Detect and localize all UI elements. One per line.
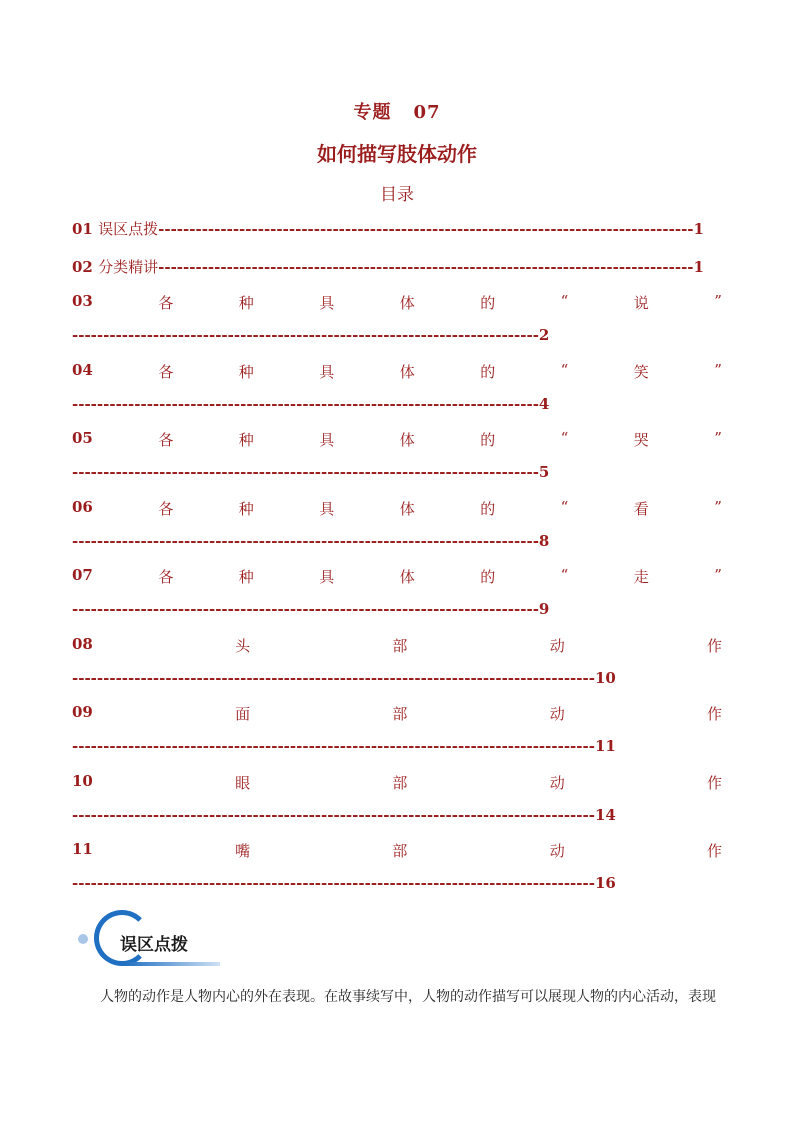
toc-leader: ------------------------------------------------------------------------------------ — [72, 737, 595, 755]
topic-heading — [0, 98, 794, 124]
toc-number: 08 — [72, 634, 93, 653]
toc-number: 07 — [72, 566, 93, 584]
section-label: 误区点拨 — [120, 935, 188, 955]
toc-leader: -------------------------------------------------------------------------------------- — [158, 220, 694, 238]
toc-word: ” — [714, 360, 722, 379]
toc-word: 的 — [480, 568, 496, 586]
toc-number: 03 — [72, 292, 93, 310]
toc-word: 作 — [706, 705, 722, 723]
toc-word: 作 — [706, 636, 722, 655]
toc-number: 02 — [72, 258, 99, 276]
toc-word: ” — [714, 429, 722, 447]
toc-leader: --------------------------------------------------------------------------- — [72, 326, 539, 344]
toc-word: 的 — [480, 499, 496, 518]
toc-word: 具 — [319, 294, 335, 312]
toc-word: 各 — [158, 431, 174, 449]
body-paragraph: 人物的动作是人物内心的外在表现。在故事续写中，人物的动作描写可以展现人物的内心活动，表现 — [100, 989, 716, 1005]
page-title: 如何描写肢体动作 — [317, 142, 477, 166]
toc-word: “ — [560, 360, 569, 379]
toc-word: 种 — [238, 362, 254, 381]
toc-word: 动 — [549, 705, 565, 723]
toc-word: “ — [560, 429, 569, 447]
toc-item-01[interactable] — [72, 218, 704, 239]
toc-page-number: 4 — [538, 394, 550, 413]
toc-item-11[interactable] — [72, 840, 722, 861]
toc-leader: --------------------------------------------------------------------------- — [72, 531, 539, 550]
toc-number: 01 — [72, 220, 99, 238]
toc-page-number: 14 — [594, 805, 616, 824]
topic-number: 07 — [413, 102, 441, 123]
toc-word: 种 — [238, 568, 254, 586]
toc-leader-line — [72, 669, 616, 687]
toc-item-10[interactable] — [72, 772, 722, 793]
toc-word: 各 — [158, 499, 174, 518]
toc-number: 10 — [72, 771, 93, 790]
toc-leader-line — [72, 737, 616, 755]
toc-word: 部 — [392, 705, 408, 723]
toc-page-number: 1 — [693, 258, 704, 276]
toc-word: 体 — [399, 431, 415, 449]
toc-item-08[interactable] — [72, 635, 722, 656]
toc-word: 笑 — [633, 362, 649, 381]
topic-label: 专题 — [353, 102, 392, 123]
toc-label: 分类精讲 — [98, 258, 159, 276]
toc-heading: 目录 — [380, 185, 414, 205]
toc-leader: -------------------------------------------------------------------------------------- — [158, 258, 694, 276]
toc-leader: ------------------------------------------------------------------------------------ — [72, 874, 595, 892]
toc-word: 部 — [392, 636, 408, 655]
toc-page-number: 2 — [538, 326, 550, 344]
toc-page-number: 10 — [594, 668, 616, 687]
toc-word: ” — [714, 292, 722, 310]
badge-underline — [124, 962, 220, 966]
toc-leader: ------------------------------------------------------------------------------------ — [72, 668, 595, 687]
toc-page-number: 1 — [693, 220, 704, 238]
toc-word: 动 — [549, 636, 565, 655]
toc-item-05[interactable] — [72, 429, 722, 450]
toc-word: 走 — [633, 568, 649, 586]
toc-number: 04 — [72, 360, 93, 379]
toc-page-number: 11 — [594, 737, 616, 755]
toc-number: 11 — [72, 840, 93, 858]
toc-leader-line — [72, 874, 616, 892]
toc-number: 09 — [72, 703, 93, 721]
toc-leader: --------------------------------------------------------------------------- — [72, 394, 539, 413]
toc-word: 种 — [238, 294, 254, 312]
toc-word: 具 — [319, 499, 335, 518]
toc-word: 的 — [480, 294, 496, 312]
toc-word: 嘴 — [235, 842, 251, 860]
toc-word: “ — [560, 566, 569, 584]
toc-leader-line — [72, 395, 549, 413]
toc-word: 作 — [706, 842, 722, 860]
toc-item-07[interactable] — [72, 566, 722, 587]
toc-page-number: 9 — [538, 600, 550, 618]
toc-item-04[interactable] — [72, 361, 722, 382]
badge-dot — [78, 934, 88, 944]
toc-word: 动 — [549, 773, 565, 792]
toc-leader-line — [72, 806, 616, 824]
toc-page-number: 16 — [594, 874, 616, 892]
toc-leader: --------------------------------------------------------------------------- — [72, 600, 539, 618]
toc-word: 体 — [399, 294, 415, 312]
toc-word: 各 — [158, 362, 174, 381]
toc-leader-line — [72, 532, 549, 550]
section-badge — [76, 908, 236, 970]
toc-word: 面 — [235, 705, 251, 723]
toc-word: 说 — [633, 294, 649, 312]
toc-leader: --------------------------------------------------------------------------- — [72, 463, 539, 481]
toc-word: 体 — [399, 568, 415, 586]
toc-word: 哭 — [633, 431, 649, 449]
toc-label: 误区点拨 — [98, 220, 159, 238]
toc-word: 的 — [480, 362, 496, 381]
toc-word: 动 — [549, 842, 565, 860]
toc-item-06[interactable] — [72, 498, 722, 519]
toc-word: 的 — [480, 431, 496, 449]
toc-word: 头 — [235, 636, 251, 655]
toc-word: ” — [714, 566, 722, 584]
toc-leader: ------------------------------------------------------------------------------------ — [72, 805, 595, 824]
toc-word: 体 — [399, 499, 415, 518]
toc-page-number: 5 — [538, 463, 550, 481]
toc-word: 具 — [319, 431, 335, 449]
toc-word: 具 — [319, 568, 335, 586]
toc-word: 具 — [319, 362, 335, 381]
toc-word: 部 — [392, 773, 408, 792]
toc-word: 作 — [706, 773, 722, 792]
toc-item-09[interactable] — [72, 703, 722, 724]
toc-number: 05 — [72, 429, 93, 447]
toc-word: 体 — [399, 362, 415, 381]
toc-leader-line — [72, 326, 549, 344]
toc-word: 部 — [392, 842, 408, 860]
toc-word: 眼 — [235, 773, 251, 792]
toc-word: 种 — [238, 431, 254, 449]
toc-leader-line — [72, 600, 549, 618]
toc-word: “ — [560, 497, 569, 516]
toc-word: ” — [714, 497, 722, 516]
toc-item-03[interactable] — [72, 292, 722, 313]
toc-leader-line — [72, 463, 549, 481]
toc-word: “ — [560, 292, 569, 310]
toc-item-02[interactable] — [72, 256, 704, 277]
toc-number: 06 — [72, 497, 93, 516]
toc-word: 种 — [238, 499, 254, 518]
toc-word: 各 — [158, 294, 174, 312]
toc-word: 各 — [158, 568, 174, 586]
toc-page-number: 8 — [538, 531, 550, 550]
toc-word: 看 — [633, 499, 649, 518]
